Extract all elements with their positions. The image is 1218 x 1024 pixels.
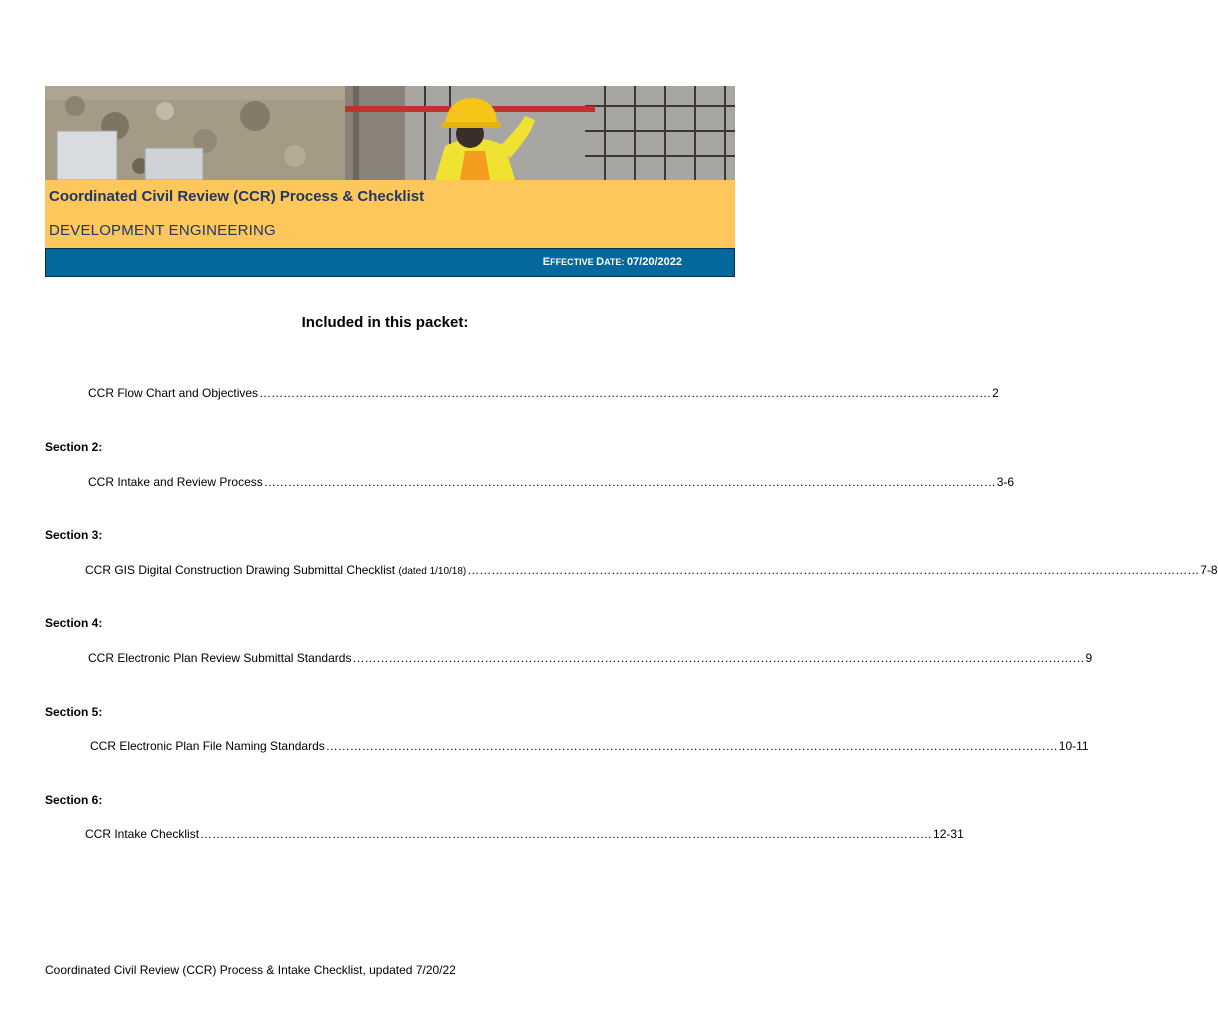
header-photo (45, 86, 735, 180)
toc-entry-title: CCR GIS Digital Construction Drawing Submittal Checklist (dated 1/10/18) (85, 563, 467, 577)
toc-page-number: 7-8 (1200, 563, 1218, 577)
toc-page-number: 2 (992, 386, 999, 400)
effective-date-value: 07/20/2022 (626, 256, 682, 268)
toc-leader-dots: ………………………………………………………………………………………………………………………………………………………………… (325, 739, 1058, 753)
toc-page-number: 9 (1085, 651, 1093, 665)
toc-entry-title: CCR Intake Checklist (85, 827, 200, 841)
toc-leader-dots: ………………………………………………………………………………………………………………………………………………………………… (263, 475, 996, 489)
toc-leader-dots: ………………………………………………………………………………………………………………………………………………………………… (467, 563, 1200, 577)
section-label: Section 3: (45, 528, 103, 542)
toc-entry-title: CCR Electronic Plan File Naming Standards (90, 739, 325, 753)
toc-entry (85, 827, 964, 841)
toc-leader-dots: ………………………………………………………………………………………………………………………………………………………………… (352, 651, 1085, 665)
toc-leader-dots: ………………………………………………………………………………………………………………………………………………………………… (200, 827, 933, 841)
section-label: Section 2: (45, 440, 103, 454)
section-label: Section 5: (45, 705, 103, 719)
effective-date: EFFECTIVE DATE: 07/20/2022 (542, 256, 682, 268)
title-band (45, 180, 735, 248)
toc-entry (88, 386, 999, 400)
toc-page-number: 12-31 (933, 827, 964, 841)
toc-entry-title: CCR Intake and Review Process (88, 475, 263, 489)
department-name: DEVELOPMENT ENGINEERING (49, 222, 276, 239)
toc-entry (90, 739, 1089, 753)
toc-entry-title: CCR Electronic Plan Review Submittal Standards (88, 651, 352, 665)
section-label: Section 4: (45, 616, 103, 630)
toc-entry (88, 651, 1093, 665)
page-footer: Coordinated Civil Review (CCR) Process & Intake Checklist, updated 7/20/22 (45, 963, 456, 977)
toc-page-number: 3-6 (996, 475, 1015, 489)
toc-entry (85, 563, 1218, 577)
toc-page-number: 10-11 (1058, 739, 1089, 753)
effective-date-band (45, 248, 735, 277)
toc-leader-dots: ………………………………………………………………………………………………………………………………………………………………… (259, 386, 992, 400)
toc-entry-title: CCR Flow Chart and Objectives (88, 386, 259, 400)
section-label: Section 6: (45, 793, 103, 807)
toc-entry (88, 475, 1015, 489)
packet-heading: Included in this packet: (301, 314, 469, 331)
construction-worker-photo (45, 86, 735, 180)
document-title: Coordinated Civil Review (CCR) Process & Checklist (49, 188, 425, 205)
